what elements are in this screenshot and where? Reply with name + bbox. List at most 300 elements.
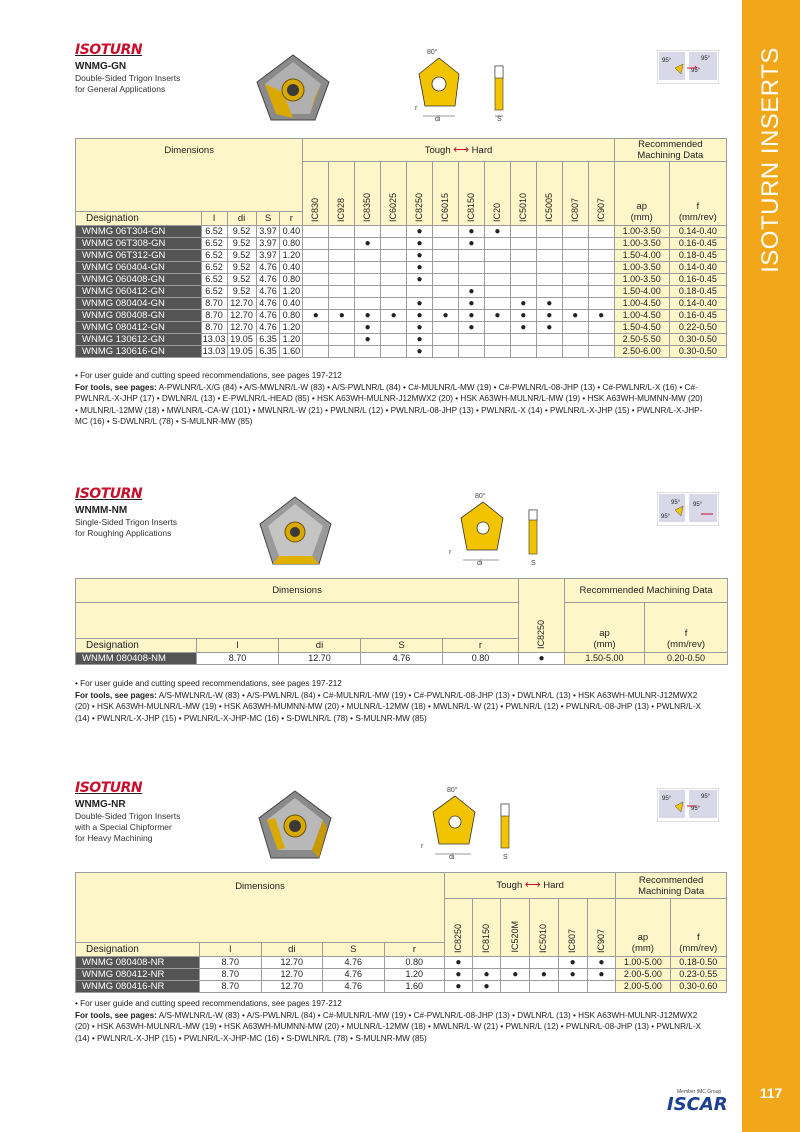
dim-col-header: l [197, 639, 279, 653]
grade-header: IC6025 [381, 162, 407, 226]
section-wnmg-gn [75, 42, 727, 437]
grade-header: IC8250 [407, 162, 433, 226]
svg-text:di: di [477, 560, 483, 566]
grade-cell: ● [445, 981, 473, 993]
grade-cell: ● [558, 969, 587, 981]
dim-l-cell: 8.70 [200, 957, 262, 969]
grade-cell [303, 286, 329, 298]
f-cell: 0.18-0.45 [669, 250, 726, 262]
table-row [76, 957, 727, 969]
dim-s-cell: 4.76 [323, 981, 385, 993]
ap-cell: 1.00-3.50 [614, 238, 669, 250]
insert-drawing [419, 784, 539, 860]
dim-di-cell: 9.52 [227, 262, 256, 274]
svg-text:di: di [435, 116, 441, 122]
grade-cell [329, 238, 355, 250]
dim-col-header: S [256, 212, 280, 226]
grade-cell [588, 226, 614, 238]
grade-cell [458, 346, 484, 358]
table-row [76, 238, 727, 250]
product-name: WNMG-GN [75, 61, 127, 72]
designation-cell: WNMG 060404-GN [76, 262, 202, 274]
grade-cell [381, 298, 407, 310]
f-cell: 0.14-0.40 [669, 298, 726, 310]
recommended-header: Recommended Machining Data [614, 139, 726, 162]
grade-cell [510, 238, 536, 250]
grade-cell: ● [484, 226, 510, 238]
table-row [76, 286, 727, 298]
svg-text:95°: 95° [661, 514, 671, 520]
dim-l-cell: 6.52 [201, 274, 227, 286]
f-cell: 0.16-0.45 [669, 238, 726, 250]
dim-di-cell: 12.70 [261, 981, 323, 993]
dim-l-cell: 6.52 [201, 262, 227, 274]
table-row [76, 250, 727, 262]
designation-cell: WNMG 06T304-GN [76, 226, 202, 238]
svg-text:95°: 95° [662, 796, 672, 802]
grade-cell [329, 286, 355, 298]
table-row [76, 653, 728, 665]
dim-s-cell: 4.76 [256, 298, 280, 310]
grade-cell: ● [303, 310, 329, 322]
dim-l-cell: 6.52 [201, 238, 227, 250]
svg-text:ISCAR: ISCAR [667, 1094, 728, 1112]
grade-cell [433, 226, 459, 238]
grade-cell [433, 322, 459, 334]
grade-cell [562, 298, 588, 310]
grade-cell [472, 957, 501, 969]
table-row [76, 334, 727, 346]
dim-di-cell: 19.05 [227, 346, 256, 358]
section-wnmg-nr [75, 780, 727, 1050]
notes: • For user guide and cutting speed recommendations, see pages 197-212 For tools, see pages: A/S-MWLNR/L-W (83) • A/S-PWLNR/L (84) • C#-MULNR/L-MW (19) • C#-PWLNR/L-08-JHP (13) • DWLNR/L (13) • HSK A63WH-MULNR-J12MWX2 (20) • HSK A63WH-MULNR/L-MW (19) • HSK A63WH-MUMNN-MW (20) • MULNR/L-12MW (18) • MWLNR/L-W (21) • PWLNR/L (12) • PWLNR/L-08-JHP (13) • PWLNR/L-X (14) • PWLNR/L-X-JHP (15) • PWLNR/L-X-JHP-MC (16) • S-DWLNR/L (78) • S-MULNR-MW (85) [75, 999, 702, 1043]
f-cell: 0.23-0.55 [670, 969, 726, 981]
dimensions-header: Dimensions [76, 873, 445, 943]
grade-cell [303, 274, 329, 286]
product-description: Double-Sided Trigon Inserts with a Special Chipformer for Heavy Machining [75, 811, 181, 843]
spec-table-nm [75, 578, 728, 665]
grade-cell [303, 250, 329, 262]
grade-cell [381, 274, 407, 286]
product-name: WNMM-NM [75, 505, 128, 516]
f-header: f (mm/rev) [645, 603, 728, 653]
dim-s-cell: 4.76 [323, 957, 385, 969]
grade-cell: ● [355, 334, 381, 346]
grade-cell [329, 250, 355, 262]
grade-cell [458, 334, 484, 346]
dim-di-cell: 12.70 [261, 969, 323, 981]
grade-cell: ● [536, 322, 562, 334]
designation-cell: WNMG 06T308-GN [76, 238, 202, 250]
grade-cell [381, 286, 407, 298]
grade-header: IC6015 [433, 162, 459, 226]
ap-header: ap (mm) [565, 603, 645, 653]
grade-cell [588, 334, 614, 346]
ap-cell: 2.00-5.00 [616, 969, 670, 981]
table-row [76, 226, 727, 238]
f-header: f (mm/rev) [669, 162, 726, 226]
grade-cell [303, 346, 329, 358]
grade-cell [303, 226, 329, 238]
grade-cell [329, 334, 355, 346]
f-cell: 0.30-0.50 [669, 346, 726, 358]
grade-cell: ● [445, 969, 473, 981]
insert-photo [253, 52, 333, 124]
grade-cell [562, 322, 588, 334]
grade-cell [458, 250, 484, 262]
dim-l-cell: 6.52 [201, 226, 227, 238]
f-cell: 0.14-0.40 [669, 226, 726, 238]
designation-header: Designation [76, 212, 202, 226]
grade-cell: ● [458, 286, 484, 298]
grade-cell [501, 981, 530, 993]
dim-r-cell: 1.60 [384, 981, 444, 993]
grade-cell [329, 322, 355, 334]
grade-cell: ● [530, 969, 559, 981]
insert-drawing [447, 490, 567, 566]
dim-l-cell: 8.70 [201, 310, 227, 322]
spec-table-gn [75, 138, 727, 358]
grade-cell [501, 957, 530, 969]
grade-cell [510, 346, 536, 358]
grade-cell: ● [562, 310, 588, 322]
grade-cell: ● [501, 969, 530, 981]
grade-cell [303, 262, 329, 274]
dim-col-header: di [261, 943, 323, 957]
grade-cell [355, 346, 381, 358]
ap-cell: 1.00-3.50 [614, 226, 669, 238]
grade-header: IC5010 [510, 162, 536, 226]
grade-cell: ● [558, 957, 587, 969]
grade-cell [484, 274, 510, 286]
ap-cell: 2.50-6.00 [614, 346, 669, 358]
table-row [76, 322, 727, 334]
grade-header: IC8250 [519, 579, 565, 653]
grade-cell: ● [329, 310, 355, 322]
grade-header: IC928 [329, 162, 355, 226]
grade-cell [562, 250, 588, 262]
designation-cell: WNMG 06T312-GN [76, 250, 202, 262]
dim-r-cell: 0.80 [443, 653, 519, 665]
dim-di-cell: 12.70 [279, 653, 361, 665]
grade-cell [562, 286, 588, 298]
dim-s-cell: 6.35 [256, 334, 280, 346]
ap-header: ap (mm) [614, 162, 669, 226]
grade-cell [303, 298, 329, 310]
insert-drawing [415, 46, 535, 122]
svg-text:di: di [449, 854, 455, 860]
grade-cell: ● [458, 322, 484, 334]
grade-cell [381, 262, 407, 274]
dim-di-cell: 12.70 [227, 322, 256, 334]
isoturn-logo: ISOTURN [75, 780, 143, 796]
recommended-header: Recommended Machining Data [616, 873, 727, 899]
grade-cell [536, 226, 562, 238]
ap-cell: 1.00-5.00 [616, 957, 670, 969]
dim-di-cell: 9.52 [227, 238, 256, 250]
grade-cell [484, 286, 510, 298]
dim-di-cell: 9.52 [227, 274, 256, 286]
grade-cell [530, 981, 559, 993]
grade-cell [588, 298, 614, 310]
dim-r-cell: 1.20 [280, 286, 303, 298]
grade-cell: ● [407, 238, 433, 250]
grade-cell [484, 322, 510, 334]
dim-l-cell: 8.70 [201, 322, 227, 334]
grade-cell [433, 238, 459, 250]
grade-cell [536, 238, 562, 250]
grade-cell: ● [407, 310, 433, 322]
table-body [76, 653, 728, 665]
ap-cell: 1.00-4.50 [614, 298, 669, 310]
designation-cell: WNMG 130612-GN [76, 334, 202, 346]
grade-cell: ● [407, 274, 433, 286]
grade-cell [484, 262, 510, 274]
grade-cell [329, 262, 355, 274]
dim-r-cell: 0.80 [280, 310, 303, 322]
grade-cell [303, 322, 329, 334]
grade-cell [381, 238, 407, 250]
grade-cell [530, 957, 559, 969]
grade-cell [562, 346, 588, 358]
grade-cell [355, 286, 381, 298]
f-cell: 0.30-0.50 [669, 334, 726, 346]
product-description: Double-Sided Trigon Inserts for General Applications [75, 73, 181, 94]
designation-cell: WNMG 060412-GN [76, 286, 202, 298]
svg-text:S: S [497, 116, 502, 122]
grade-cell [355, 274, 381, 286]
dim-di-cell: 12.70 [261, 957, 323, 969]
dim-r-cell: 0.80 [280, 238, 303, 250]
grade-cell [381, 346, 407, 358]
grade-cell [381, 226, 407, 238]
svg-text:S: S [503, 854, 508, 860]
designation-header: Designation [76, 943, 200, 957]
designation-cell: WNMG 080408-NR [76, 957, 200, 969]
svg-text:95°: 95° [693, 502, 703, 508]
dim-r-cell: 0.40 [280, 298, 303, 310]
ap-cell: 1.00-4.50 [614, 310, 669, 322]
dim-s-cell: 3.97 [256, 250, 280, 262]
grade-cell [588, 274, 614, 286]
grade-cell: ● [407, 346, 433, 358]
grade-cell [433, 274, 459, 286]
grade-cell: ● [510, 322, 536, 334]
grade-cell [510, 226, 536, 238]
dim-col-header: S [323, 943, 385, 957]
grade-header: IC5010 [530, 899, 559, 957]
product-name: WNMG-NR [75, 799, 126, 810]
grade-cell [355, 250, 381, 262]
f-header: f (mm/rev) [670, 899, 726, 957]
dim-s-cell: 4.76 [256, 322, 280, 334]
dimensions-header: Dimensions [76, 139, 303, 212]
table-body [76, 957, 727, 993]
svg-text:95°: 95° [691, 68, 701, 74]
dim-di-cell: 19.05 [227, 334, 256, 346]
table-row [76, 310, 727, 322]
svg-text:r: r [415, 105, 418, 112]
grade-cell [536, 334, 562, 346]
side-tab-label: ISOTURN INSERTS [757, 47, 784, 273]
grade-cell [562, 334, 588, 346]
grade-cell [587, 981, 616, 993]
svg-text:r: r [449, 549, 452, 556]
dim-r-cell: 1.20 [384, 969, 444, 981]
table-row [76, 298, 727, 310]
dim-l-cell: 8.70 [201, 298, 227, 310]
grade-cell: ● [587, 969, 616, 981]
dim-col-header: r [280, 212, 303, 226]
grade-header: IC5005 [536, 162, 562, 226]
svg-text:95°: 95° [701, 56, 711, 62]
dim-s-cell: 4.76 [256, 274, 280, 286]
dim-r-cell: 0.40 [280, 226, 303, 238]
grade-cell [562, 238, 588, 250]
f-cell: 0.20-0.50 [645, 653, 728, 665]
dimensions-header: Dimensions [76, 579, 519, 603]
dim-s-cell: 4.76 [256, 262, 280, 274]
grade-cell: ● [407, 298, 433, 310]
grade-cell [510, 286, 536, 298]
grade-cell [588, 262, 614, 274]
f-cell: 0.14-0.40 [669, 262, 726, 274]
grade-cell: ● [445, 957, 473, 969]
dim-l-cell: 6.52 [201, 286, 227, 298]
grade-cell [303, 238, 329, 250]
dim-r-cell: 1.60 [280, 346, 303, 358]
grade-cell: ● [587, 957, 616, 969]
grade-cell [355, 262, 381, 274]
dim-s-cell: 3.97 [256, 238, 280, 250]
dim-di-cell: 9.52 [227, 286, 256, 298]
grade-cell [433, 286, 459, 298]
grade-header: IC907 [588, 162, 614, 226]
grade-cell [458, 274, 484, 286]
grade-cell: ● [458, 226, 484, 238]
grade-cell: ● [510, 310, 536, 322]
f-cell: 0.22-0.50 [669, 322, 726, 334]
application-icon [657, 788, 719, 822]
designation-cell: WNMM 080408-NM [76, 653, 197, 665]
grade-cell [536, 286, 562, 298]
dim-l-cell: 13.03 [202, 346, 226, 356]
designation-cell: WNMG 080412-GN [76, 322, 202, 334]
grade-header: IC807 [562, 162, 588, 226]
svg-text:80°: 80° [475, 493, 486, 500]
ap-cell: 1.50-5.00 [565, 653, 645, 665]
dim-col-header: di [227, 212, 256, 226]
grade-cell [355, 298, 381, 310]
dim-col-header: l [201, 212, 227, 226]
grade-cell: ● [458, 298, 484, 310]
tough-hard-header: Tough ⟷ Hard [303, 139, 614, 162]
ap-cell: 2.50-5.50 [614, 334, 669, 346]
double-arrow-icon: ⟷ [524, 879, 541, 891]
f-cell: 0.30-0.60 [670, 981, 726, 993]
grade-cell [536, 250, 562, 262]
dim-s-cell: 4.76 [256, 310, 280, 322]
grade-cell [588, 286, 614, 298]
table-row [76, 969, 727, 981]
grade-cell [458, 262, 484, 274]
grade-cell [484, 298, 510, 310]
grade-cell [329, 346, 355, 358]
svg-text:r: r [421, 843, 424, 850]
grade-cell [484, 250, 510, 262]
grade-cell: ● [407, 322, 433, 334]
grade-cell [433, 346, 459, 358]
svg-text:80°: 80° [427, 49, 438, 56]
grade-cell: ● [407, 250, 433, 262]
grade-cell: ● [407, 262, 433, 274]
dim-di-cell: 12.70 [227, 298, 256, 310]
grade-cell [329, 274, 355, 286]
grade-header: IC8350 [355, 162, 381, 226]
grade-header: IC830 [303, 162, 329, 226]
designation-cell: WNMG 080416-NR [76, 981, 200, 993]
grade-cell: ● [458, 238, 484, 250]
dim-col-header: r [384, 943, 444, 957]
recommended-header: Recommended Machining Data [565, 579, 728, 603]
dim-l-cell: 6.52 [201, 250, 227, 262]
header-spacer [76, 603, 519, 639]
dim-di-cell: 9.52 [227, 226, 256, 238]
dim-s-cell: 4.76 [361, 653, 443, 665]
dim-di-cell: 9.52 [227, 250, 256, 262]
grade-cell: ● [484, 310, 510, 322]
grade-cell [355, 226, 381, 238]
dim-l-cell: 8.70 [200, 981, 262, 993]
grade-cell [588, 250, 614, 262]
ap-cell: 1.50-4.50 [614, 322, 669, 334]
svg-text:95°: 95° [701, 794, 711, 800]
table-row [76, 346, 727, 358]
svg-text:S: S [531, 560, 536, 566]
grade-header: IC8250 [445, 899, 473, 957]
grade-cell [588, 238, 614, 250]
grade-cell [484, 238, 510, 250]
grade-cell: ● [355, 322, 381, 334]
page-number: 117 [759, 1085, 783, 1101]
grade-cell [510, 334, 536, 346]
designation-cell: WNMG 060408-GN [76, 274, 202, 286]
grade-cell [536, 274, 562, 286]
grade-cell: ● [355, 238, 381, 250]
table-row [76, 262, 727, 274]
f-cell: 0.16-0.45 [669, 274, 726, 286]
grade-cell [433, 262, 459, 274]
grade-cell [558, 981, 587, 993]
dim-s-cell: 3.97 [256, 226, 280, 238]
grade-cell: ● [536, 298, 562, 310]
f-cell: 0.16-0.45 [669, 310, 726, 322]
product-description: Single-Sided Trigon Inserts for Roughing Applications [75, 517, 178, 538]
dim-s-cell: 4.76 [323, 969, 385, 981]
dim-r-cell: 0.80 [280, 274, 303, 286]
f-cell: 0.18-0.45 [669, 286, 726, 298]
dim-s-cell: 4.76 [256, 286, 280, 298]
grade-header: IC907 [587, 899, 616, 957]
grade-cell: ● [588, 310, 614, 322]
grade-cell [588, 346, 614, 358]
application-icon [657, 50, 719, 84]
grade-cell: ● [355, 310, 381, 322]
grade-header: IC8150 [472, 899, 501, 957]
designation-cell: WNMG 130616-GN [76, 346, 202, 358]
ap-cell: 1.00-3.50 [614, 262, 669, 274]
grade-cell: ● [472, 969, 501, 981]
